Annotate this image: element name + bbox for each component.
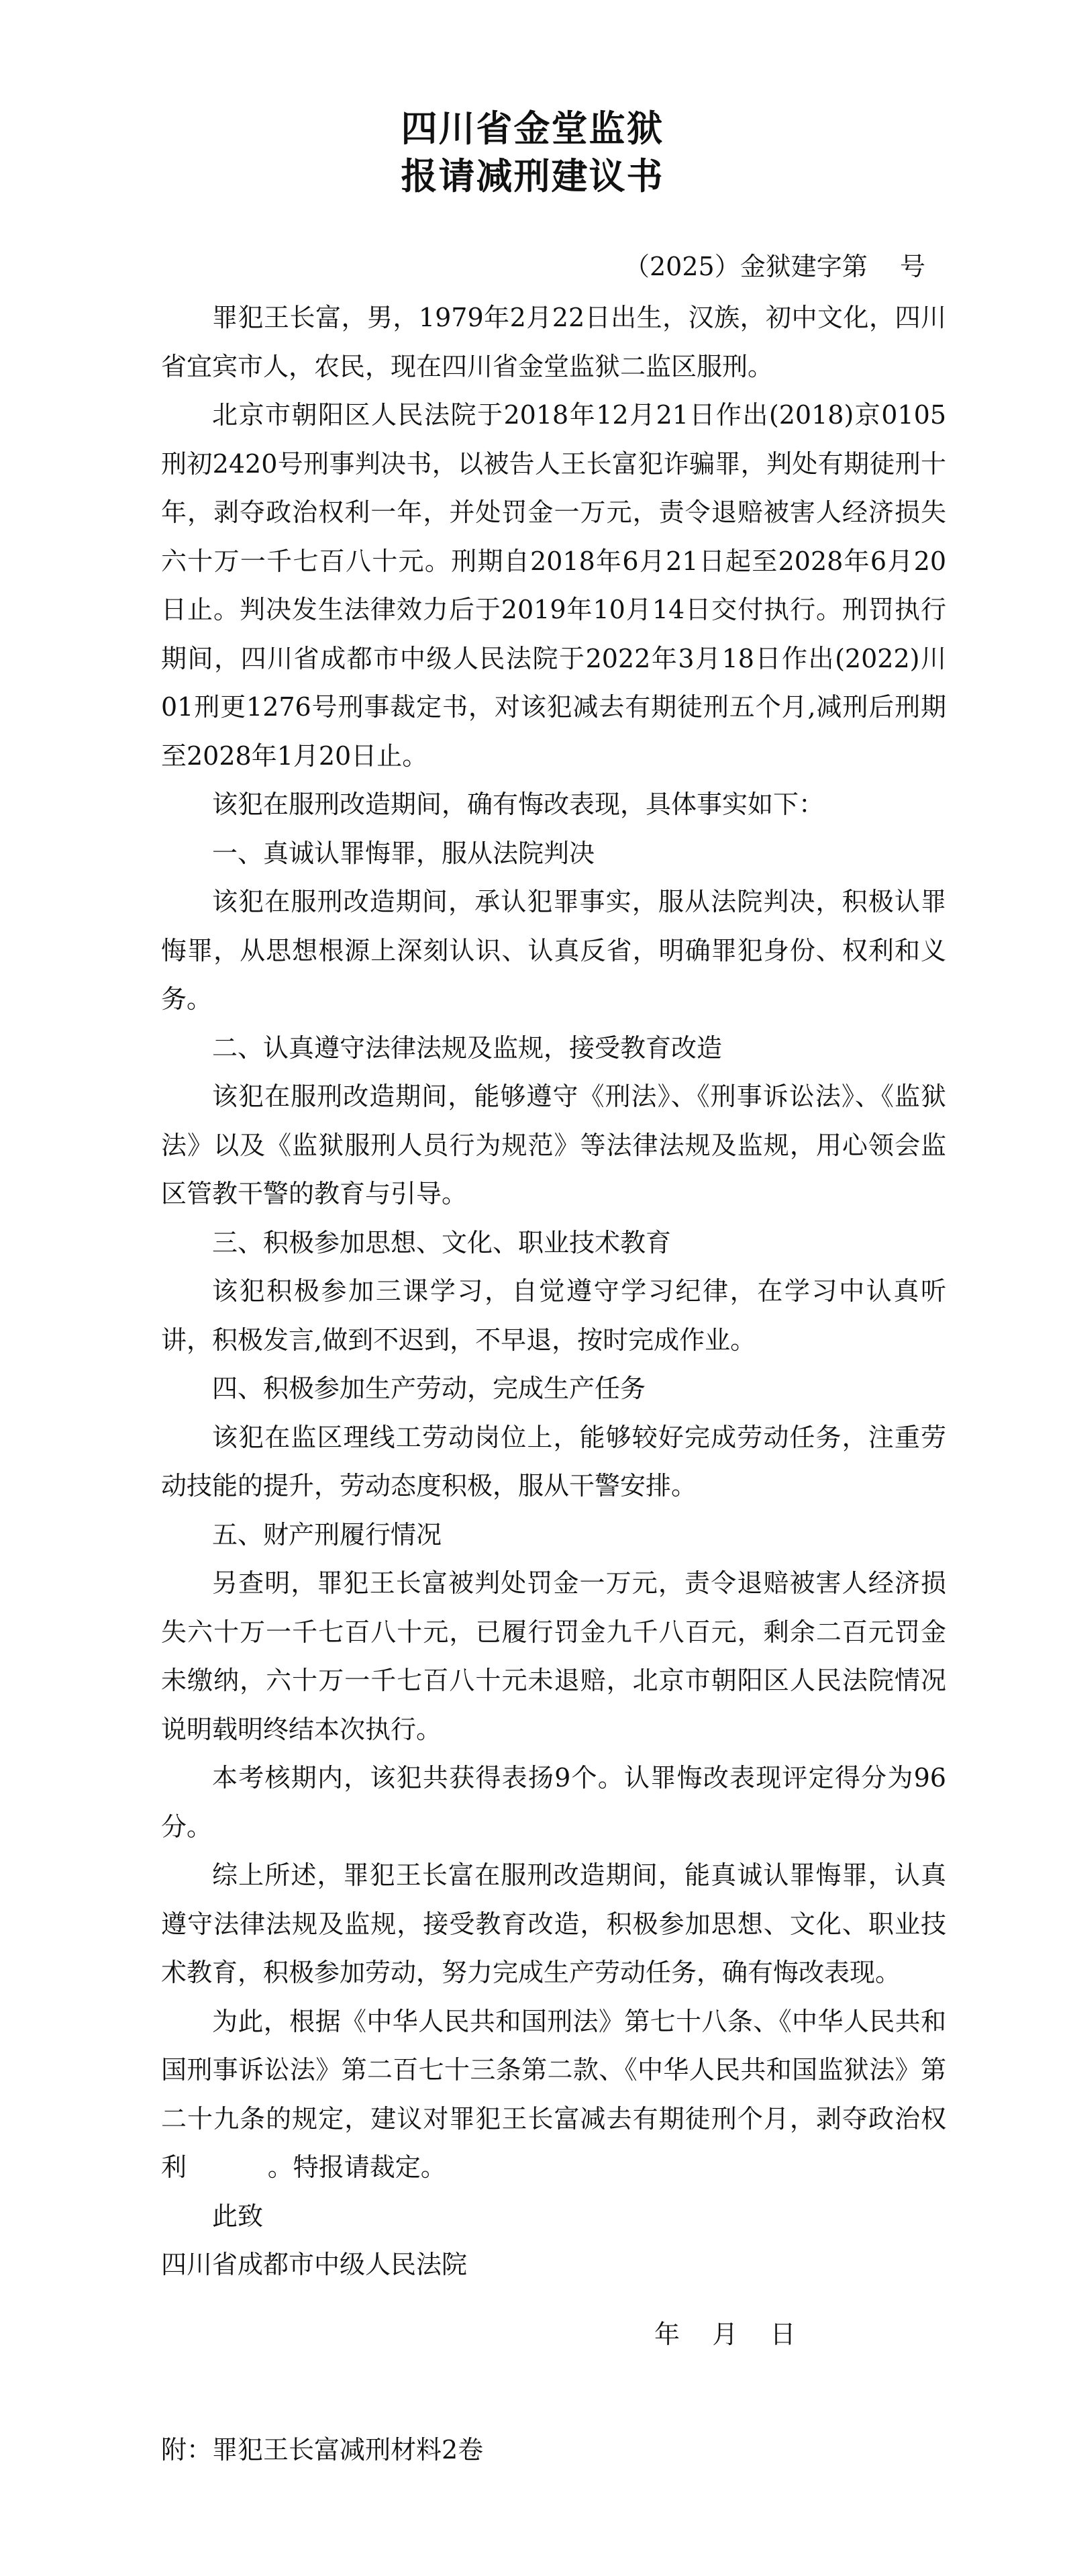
body-paragraph: 该犯在服刑改造期间，确有悔改表现，具体事实如下： [212, 790, 825, 819]
document-title-org: 四川省金堂监狱 [401, 107, 664, 150]
document-title: 报请减刑建议书 [401, 155, 664, 197]
section-heading: 一、真诚认罪悔罪，服从法院判决 [212, 838, 595, 868]
body-paragraph: 北京市朝阳区人民法院于2018年12月21日作出(2018)京0105刑初2420号刑事判决书，以被告人王长富犯诈骗罪，判处有期徒刑十年，剥夺政治权利一年，并处罚金一万元，责令退赔被害人经济损失六十万一千七百八十元。刑期自2018年6月21日起至2028年6月20日止。判决发生法律效力后于2019年10月14日交付执行。刑罚执行期间，四川省成都市中级人民法院于2022年3月18日作出(2022)川01刑更1276号刑事裁定书，对该犯减去有期徒刑五个月,减刑后刑期至2028年1月20日止。 [161, 400, 946, 771]
body-paragraph: 另查明，罪犯王长富被判处罚金一万元，责令退赔被害人经济损失六十万一千七百八十元，已履行罚金九千八百元，剩余二百元罚金未缴纳，六十万一千七百八十元未退赔，北京市朝阳区人民法院情况说明载明终结本次执行。 [161, 1568, 946, 1744]
body-paragraph: 该犯积极参加三课学习，自觉遵守学习纪律，在学习中认真听讲，积极发言,做到不迟到，不早退，按时完成作业。 [161, 1276, 946, 1355]
body-paragraph: 为此，根据《中华人民共和国刑法》第七十八条、《中华人民共和国刑事诉讼法》第二百七十三条第二款、《中华人民共和国监狱法》第二十九条的规定，建议对罪犯王长富减去有期徒刑个月，剥夺政治权利 。特报请裁定。 [161, 2006, 946, 2182]
document-body [161, 293, 946, 2289]
section-heading: 此致 [212, 2201, 264, 2231]
addressee: 四川省成都市中级人民法院 [161, 2250, 468, 2279]
body-paragraph: 罪犯王长富，男，1979年2月22日出生，汉族，初中文化，四川省宜宾市人，农民，现在四川省金堂监狱二监区服刑。 [161, 303, 946, 381]
document-number: （2025）金狱建字第 号 [624, 252, 926, 281]
section-heading: 五、财产刑履行情况 [212, 1519, 442, 1549]
body-paragraph: 该犯在服刑改造期间，承认犯罪事实，服从法院判决，积极认罪悔罪，从思想根源上深刻认识、认真反省，明确罪犯身份、权利和义务。 [161, 887, 946, 1014]
section-heading: 四、积极参加生产劳动，完成生产任务 [212, 1374, 646, 1403]
attachment-note: 附：罪犯王长富减刑材料2卷 [161, 2435, 484, 2465]
section-heading: 二、认真遵守法律法规及监规，接受教育改造 [212, 1033, 723, 1063]
body-paragraph: 该犯在监区理线工劳动岗位上，能够较好完成劳动任务，注重劳动技能的提升，劳动态度积极，服从干警安排。 [161, 1422, 946, 1500]
body-paragraph: 该犯在服刑改造期间，能够遵守《刑法》、《刑事诉讼法》、《监狱法》以及《监狱服刑人员行为规范》等法律法规及监规，用心领会监区管教干警的教育与引导。 [161, 1082, 946, 1208]
section-heading: 三、积极参加思想、文化、职业技术教育 [212, 1227, 672, 1257]
body-paragraph: 本考核期内，该犯共获得表扬9个。认罪悔改表现评定得分为96分。 [161, 1763, 946, 1842]
body-paragraph: 综上所述，罪犯王长富在服刑改造期间，能真诚认罪悔罪，认真遵守法律法规及监规，接受教育改造，积极参加思想、文化、职业技术教育，积极参加劳动，努力完成生产劳动任务，确有悔改表现。 [161, 1860, 946, 1987]
date-line: 年 月 日 [654, 2320, 796, 2349]
